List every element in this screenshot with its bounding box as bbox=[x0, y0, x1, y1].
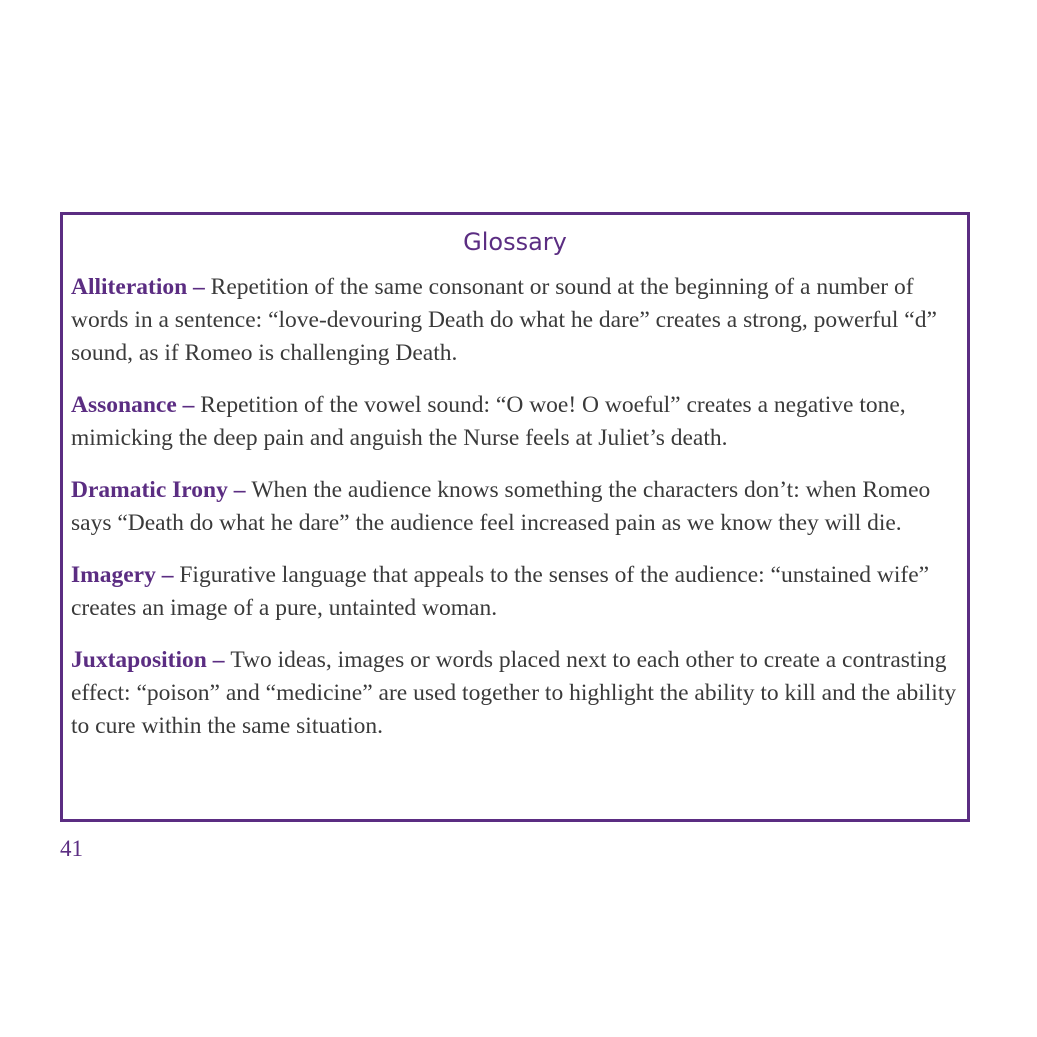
definition-dramatic-irony: When the audience knows something the characters don’t: when Romeo says “Death do what he dare” the audience feel increased pain as we know they will die. bbox=[71, 477, 931, 536]
term-juxtaposition: Juxtaposition bbox=[71, 647, 207, 673]
glossary-entry-imagery bbox=[71, 559, 959, 625]
page-number: 41 bbox=[60, 836, 83, 861]
glossary-entry-dramatic-irony bbox=[71, 474, 959, 540]
term-assonance: Assonance bbox=[71, 392, 177, 418]
definition-alliteration: Repetition of the same consonant or sound at the beginning of a number of words in a sentence: “love-devouring Death do what he dare” creates a strong, powerful “d” sound, as if Romeo is challenging Death. bbox=[71, 274, 937, 366]
term-dash: – bbox=[227, 477, 252, 503]
definition-imagery: Figurative language that appeals to the senses of the audience: “unstained wife” creates an image of a pure, untainted woman. bbox=[71, 562, 930, 621]
term-dash: – bbox=[206, 647, 231, 673]
term-dash: – bbox=[176, 392, 201, 418]
term-dash: – bbox=[187, 274, 211, 300]
term-imagery: Imagery bbox=[71, 562, 156, 588]
definition-assonance: Repetition of the vowel sound: “O woe! O woeful” creates a negative tone, mimicking the deep pain and anguish the Nurse feels at Juliet’s death. bbox=[71, 392, 906, 451]
glossary-entry-juxtaposition bbox=[71, 644, 959, 743]
glossary-title: Glossary bbox=[463, 228, 567, 256]
glossary-entry-alliteration bbox=[71, 271, 959, 370]
term-alliteration: Alliteration bbox=[71, 274, 188, 300]
glossary-entry-assonance bbox=[71, 389, 959, 455]
term-dramatic-irony: Dramatic Irony bbox=[71, 477, 228, 503]
definition-juxtaposition: Two ideas, images or words placed next to each other to create a contrasting effect: “poison” and “medicine” are used together to highlight the ability to kill and the ability to cure within the same situation. bbox=[71, 647, 957, 739]
term-dash: – bbox=[155, 562, 180, 588]
glossary-box bbox=[60, 212, 970, 822]
